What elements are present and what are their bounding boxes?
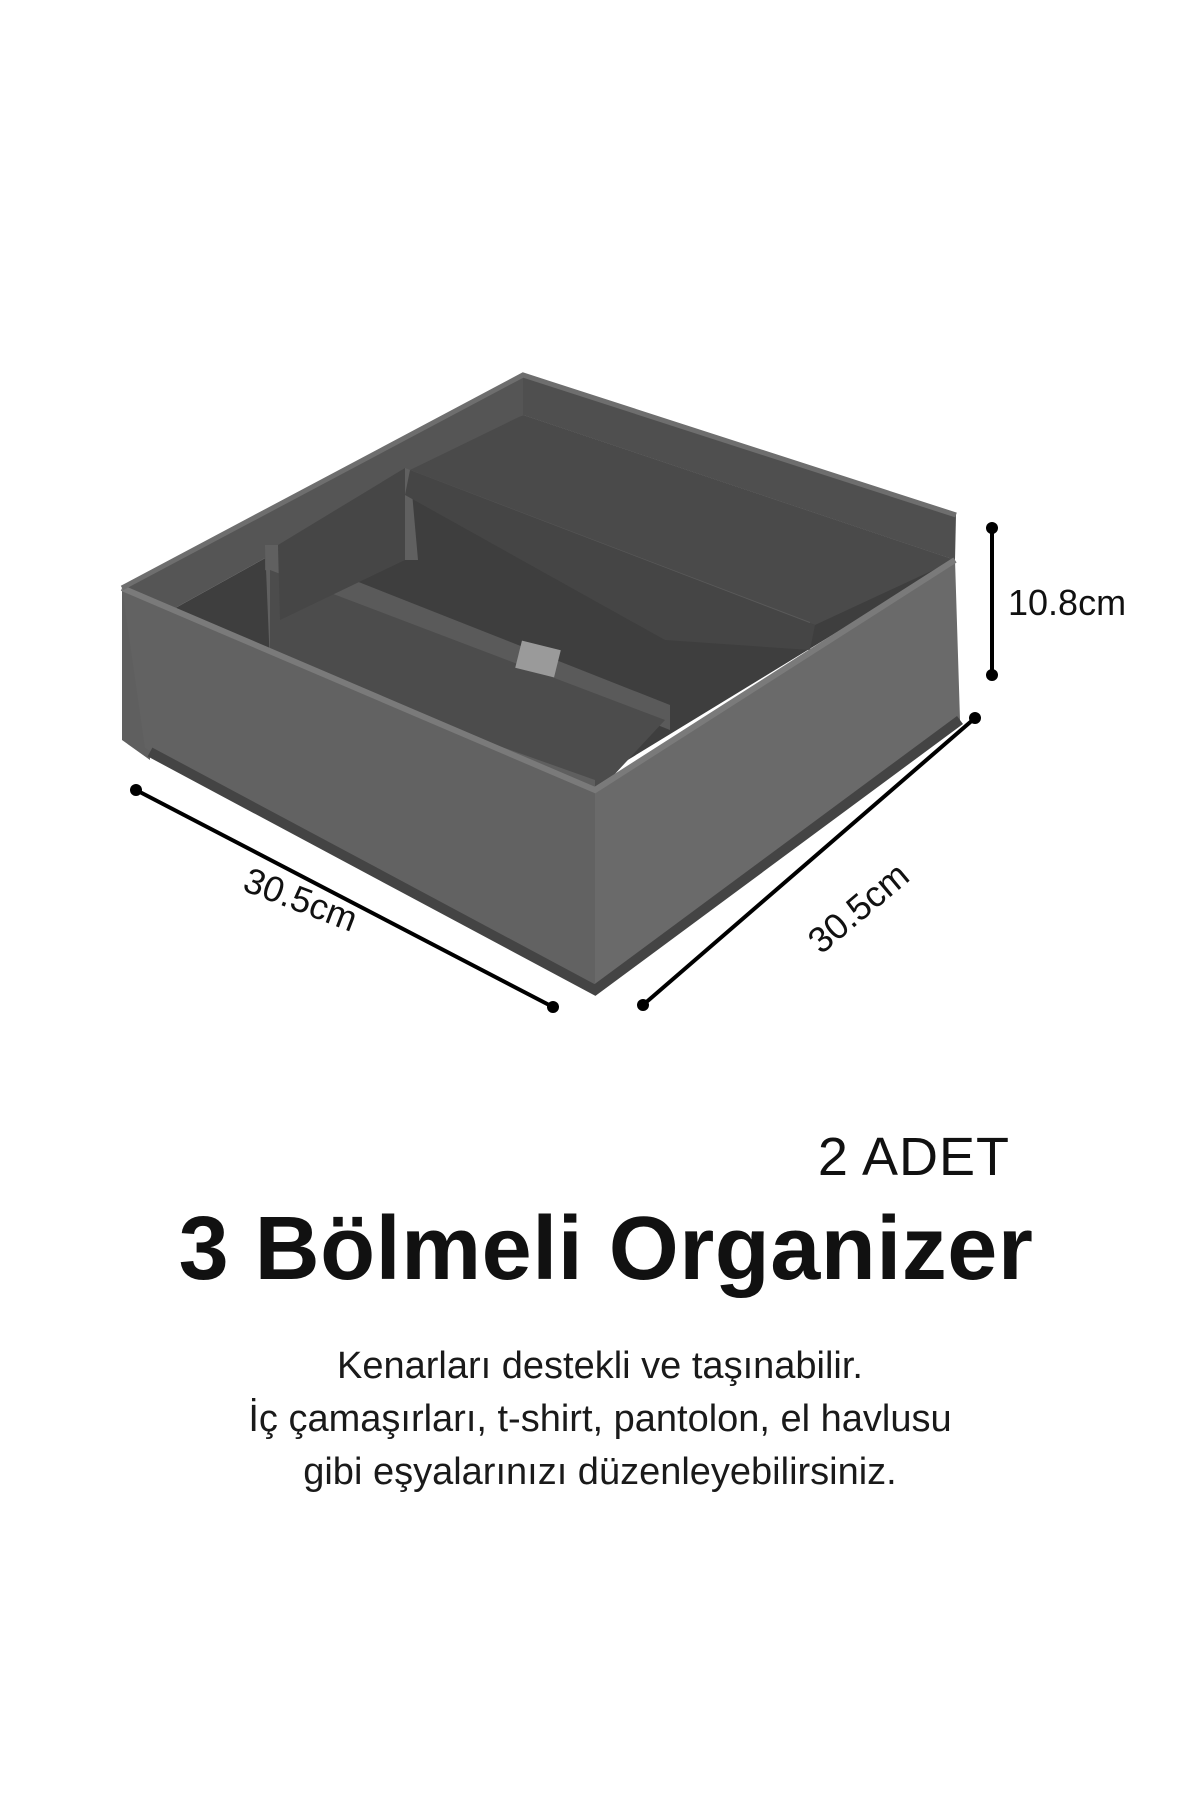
height-label: 10.8cm (1008, 582, 1127, 623)
description-line: Kenarları destekli ve taşınabilir. (337, 1345, 863, 1387)
description-line: gibi eşyalarınızı düzenleyebilirsiniz. (303, 1451, 897, 1493)
height-dimension (986, 522, 1126, 681)
depth-label: 30.5cm (799, 853, 917, 962)
width-label: 30.5cm (238, 859, 364, 940)
product-title: 3 Bölmeli Organizer (178, 1199, 1034, 1299)
product-description (0, 1340, 1200, 1499)
quantity-label: 2 ADET (817, 1127, 1010, 1187)
description-line: İç çamaşırları, t-shirt, pantolon, el havlusu (248, 1398, 952, 1440)
